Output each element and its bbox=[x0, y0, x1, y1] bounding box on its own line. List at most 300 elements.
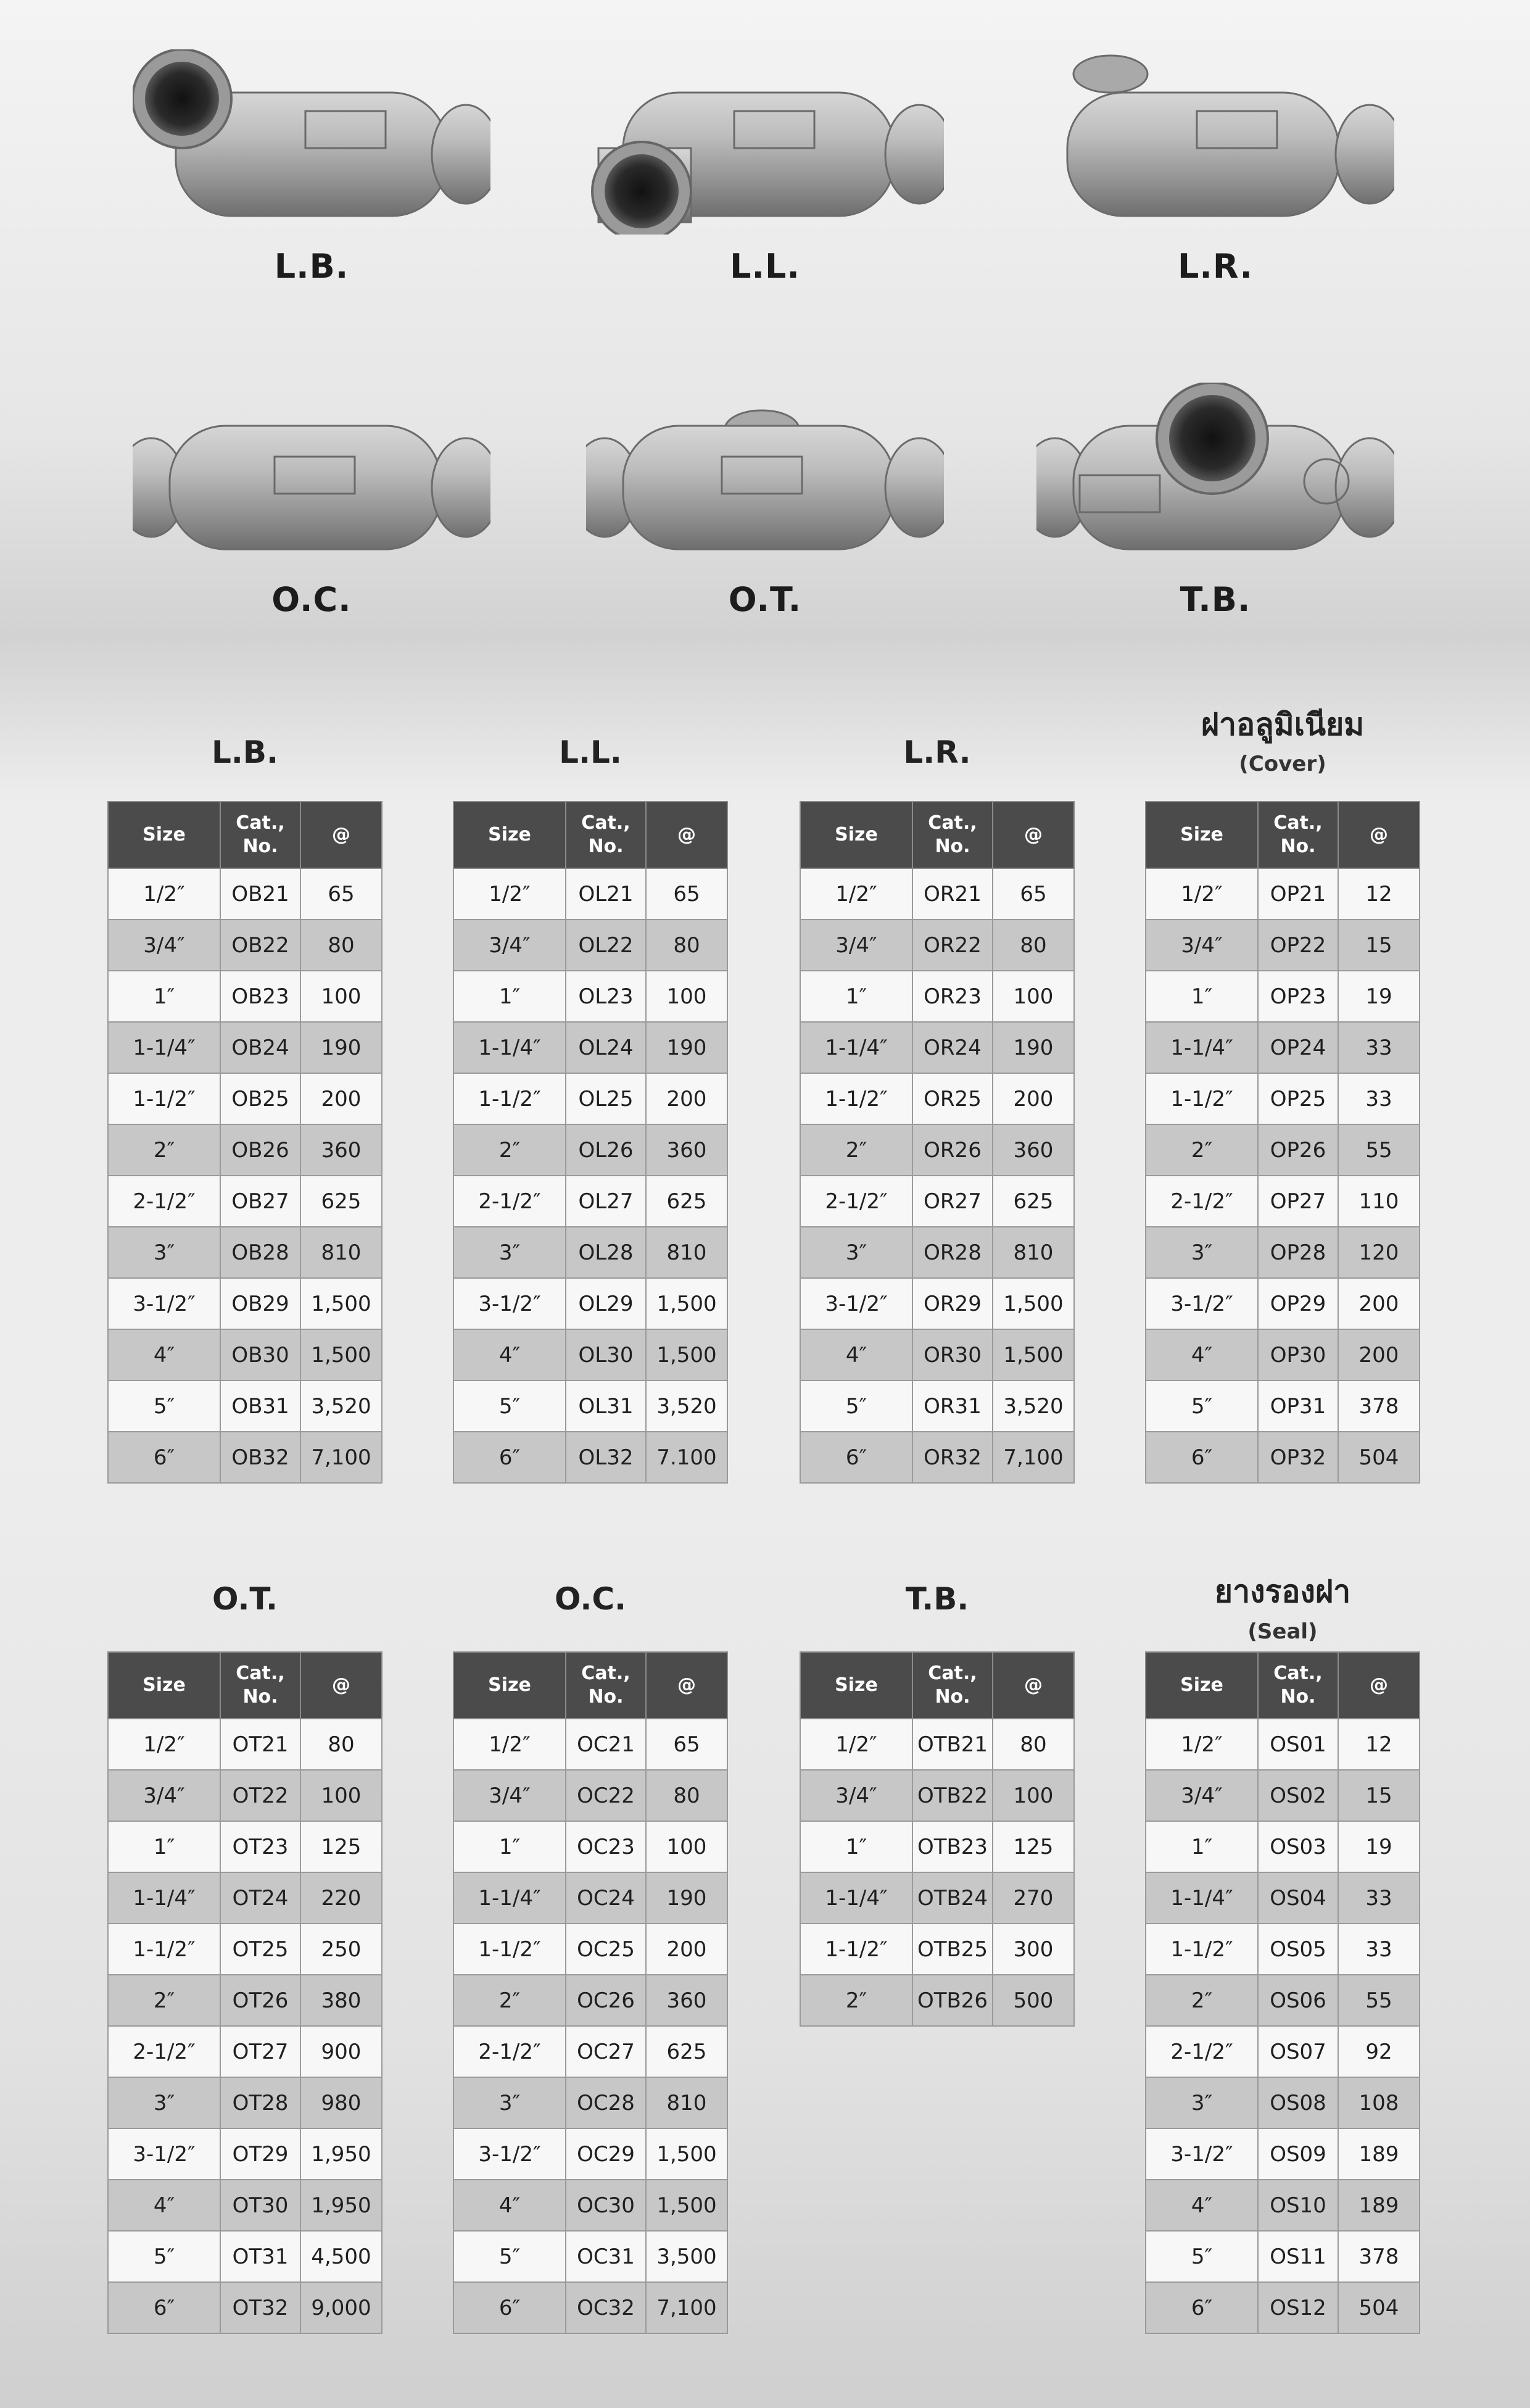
cell-cat-no: OP26 bbox=[1258, 1124, 1338, 1176]
cell-size: 4″ bbox=[1146, 2180, 1258, 2231]
cell-size: 1″ bbox=[453, 1821, 566, 1872]
table-title: T.B. bbox=[905, 1581, 969, 1617]
table-row bbox=[1146, 1022, 1420, 1073]
table-row bbox=[108, 2128, 382, 2180]
cell-price: 65 bbox=[300, 868, 382, 920]
table-row bbox=[800, 1432, 1074, 1483]
header-size: Size bbox=[108, 802, 220, 868]
cell-price: 65 bbox=[646, 868, 727, 920]
cell-size: 6″ bbox=[453, 2282, 566, 2333]
header-cat-no: Cat., No. bbox=[912, 802, 993, 868]
table-row bbox=[1146, 971, 1420, 1022]
table-row bbox=[453, 1719, 727, 1770]
cell-size: 4″ bbox=[108, 2180, 220, 2231]
cell-price: 190 bbox=[993, 1022, 1074, 1073]
table-row bbox=[108, 1872, 382, 1924]
cell-price: 360 bbox=[646, 1975, 727, 2026]
table-row bbox=[453, 1073, 727, 1124]
table-row bbox=[800, 1227, 1074, 1278]
table-row bbox=[1146, 1073, 1420, 1124]
cell-size: 5″ bbox=[453, 2231, 566, 2282]
cell-price: 625 bbox=[646, 2026, 727, 2077]
cell-price: 12 bbox=[1338, 1719, 1420, 1770]
table-row bbox=[1146, 1770, 1420, 1821]
cell-size: 1-1/4″ bbox=[800, 1022, 912, 1073]
cell-cat-no: OL28 bbox=[566, 1227, 646, 1278]
table-row bbox=[800, 1380, 1074, 1432]
table-row bbox=[453, 1380, 727, 1432]
cell-price: 100 bbox=[993, 1770, 1074, 1821]
table-row bbox=[453, 1227, 727, 1278]
cell-size: 3″ bbox=[108, 1227, 220, 1278]
cell-cat-no: OT24 bbox=[220, 1872, 300, 1924]
table-row bbox=[1146, 2231, 1420, 2282]
cell-cat-no: OS09 bbox=[1258, 2128, 1338, 2180]
cell-cat-no: OT30 bbox=[220, 2180, 300, 2231]
cell-cat-no: OC28 bbox=[566, 2077, 646, 2128]
cell-size: 1-1/4″ bbox=[1146, 1022, 1258, 1073]
header-cat-no: Cat., No. bbox=[220, 802, 300, 868]
cell-size: 2-1/2″ bbox=[453, 2026, 566, 2077]
fitting-label: L.L. bbox=[730, 247, 800, 286]
table-row bbox=[1146, 1872, 1420, 1924]
table-row bbox=[453, 971, 727, 1022]
cell-price: 4,500 bbox=[300, 2231, 382, 2282]
cell-cat-no: OT22 bbox=[220, 1770, 300, 1821]
cell-size: 1-1/4″ bbox=[108, 1872, 220, 1924]
table-row bbox=[453, 920, 727, 971]
table-row bbox=[453, 2282, 727, 2333]
cell-cat-no: OC25 bbox=[566, 1924, 646, 1975]
cell-size: 3/4″ bbox=[1146, 1770, 1258, 1821]
cell-size: 6″ bbox=[108, 2282, 220, 2333]
cell-price: 300 bbox=[993, 1924, 1074, 1975]
cell-size: 3/4″ bbox=[108, 1770, 220, 1821]
table-title: L.R. bbox=[903, 734, 971, 770]
cell-size: 6″ bbox=[800, 1432, 912, 1483]
cell-price: 100 bbox=[300, 971, 382, 1022]
cell-price: 80 bbox=[993, 1719, 1074, 1770]
table-row bbox=[453, 1924, 727, 1975]
table-row bbox=[108, 971, 382, 1022]
cell-price: 1,500 bbox=[300, 1278, 382, 1329]
cell-price: 200 bbox=[1338, 1329, 1420, 1380]
cell-price: 360 bbox=[300, 1124, 382, 1176]
cell-price: 65 bbox=[993, 868, 1074, 920]
cell-cat-no: OL32 bbox=[566, 1432, 646, 1483]
cell-cat-no: OS08 bbox=[1258, 2077, 1338, 2128]
cell-cat-no: OB22 bbox=[220, 920, 300, 971]
cell-size: 3-1/2″ bbox=[1146, 2128, 1258, 2180]
cell-size: 3/4″ bbox=[800, 920, 912, 971]
cell-size: 3-1/2″ bbox=[1146, 1278, 1258, 1329]
cell-size: 3″ bbox=[1146, 2077, 1258, 2128]
table-title: L.B. bbox=[212, 734, 278, 770]
cell-cat-no: OL23 bbox=[566, 971, 646, 1022]
table-row bbox=[453, 1329, 727, 1380]
cell-price: 1,500 bbox=[646, 1329, 727, 1380]
cell-size: 3/4″ bbox=[800, 1770, 912, 1821]
fitting-ll bbox=[586, 49, 944, 309]
cell-cat-no: OR29 bbox=[912, 1278, 993, 1329]
cell-cat-no: OP27 bbox=[1258, 1176, 1338, 1227]
table-row bbox=[108, 1380, 382, 1432]
cell-price: 33 bbox=[1338, 1022, 1420, 1073]
cell-price: 125 bbox=[300, 1821, 382, 1872]
header-price: @ bbox=[300, 802, 382, 868]
cell-cat-no: OP24 bbox=[1258, 1022, 1338, 1073]
header-cat-no: Cat., No. bbox=[566, 802, 646, 868]
fitting-tb bbox=[1036, 383, 1394, 642]
table-row bbox=[108, 1924, 382, 1975]
cell-cat-no: OB32 bbox=[220, 1432, 300, 1483]
cell-price: 190 bbox=[646, 1022, 727, 1073]
header-cat-no: Cat., No. bbox=[1258, 802, 1338, 868]
cell-cat-no: OC31 bbox=[566, 2231, 646, 2282]
table-row bbox=[1146, 1719, 1420, 1770]
header-size: Size bbox=[800, 1652, 912, 1719]
table-row bbox=[453, 2231, 727, 2282]
cell-price: 625 bbox=[300, 1176, 382, 1227]
cell-size: 1″ bbox=[453, 971, 566, 1022]
table-row bbox=[1146, 1821, 1420, 1872]
cell-size: 1/2″ bbox=[453, 868, 566, 920]
cell-cat-no: OR24 bbox=[912, 1022, 993, 1073]
cell-size: 3-1/2″ bbox=[453, 2128, 566, 2180]
cell-cat-no: OC30 bbox=[566, 2180, 646, 2231]
cell-size: 1-1/2″ bbox=[108, 1924, 220, 1975]
cell-cat-no: OP21 bbox=[1258, 868, 1338, 920]
table-row bbox=[453, 1872, 727, 1924]
header-cat-no: Cat., No. bbox=[220, 1652, 300, 1719]
cell-price: 1,950 bbox=[300, 2180, 382, 2231]
table-row bbox=[1146, 1432, 1420, 1483]
cell-size: 2″ bbox=[453, 1124, 566, 1176]
table-row bbox=[1146, 868, 1420, 920]
cell-price: 108 bbox=[1338, 2077, 1420, 2128]
table-row bbox=[453, 2077, 727, 2128]
table-row bbox=[453, 2180, 727, 2231]
fitting-label: O.T. bbox=[728, 580, 802, 619]
table-row bbox=[108, 1719, 382, 1770]
cell-size: 1-1/2″ bbox=[453, 1924, 566, 1975]
cell-price: 33 bbox=[1338, 1872, 1420, 1924]
table-row bbox=[1146, 920, 1420, 971]
cell-price: 190 bbox=[300, 1022, 382, 1073]
cell-size: 1/2″ bbox=[108, 868, 220, 920]
cell-price: 7.100 bbox=[646, 1432, 727, 1483]
cell-price: 15 bbox=[1338, 920, 1420, 971]
cell-size: 2″ bbox=[108, 1975, 220, 2026]
cell-cat-no: OP29 bbox=[1258, 1278, 1338, 1329]
cell-price: 15 bbox=[1338, 1770, 1420, 1821]
cell-size: 2″ bbox=[453, 1975, 566, 2026]
cell-price: 3,520 bbox=[993, 1380, 1074, 1432]
cell-cat-no: OL27 bbox=[566, 1176, 646, 1227]
table-row bbox=[108, 1329, 382, 1380]
cell-size: 1″ bbox=[800, 1821, 912, 1872]
cell-cat-no: OL30 bbox=[566, 1329, 646, 1380]
cell-price: 200 bbox=[1338, 1278, 1420, 1329]
cell-price: 900 bbox=[300, 2026, 382, 2077]
cell-cat-no: OP32 bbox=[1258, 1432, 1338, 1483]
table-title: ยางรองฝา bbox=[1214, 1574, 1351, 1609]
cell-cat-no: OB28 bbox=[220, 1227, 300, 1278]
cell-cat-no: OS04 bbox=[1258, 1872, 1338, 1924]
price-table bbox=[107, 1651, 382, 2334]
cell-cat-no: OB24 bbox=[220, 1022, 300, 1073]
table-row bbox=[453, 868, 727, 920]
cell-size: 2-1/2″ bbox=[1146, 1176, 1258, 1227]
table-row bbox=[108, 2026, 382, 2077]
cell-size: 2-1/2″ bbox=[108, 2026, 220, 2077]
cell-price: 80 bbox=[646, 920, 727, 971]
header-cat-no: Cat., No. bbox=[912, 1652, 993, 1719]
cell-size: 1/2″ bbox=[1146, 1719, 1258, 1770]
cell-price: 1,500 bbox=[993, 1329, 1074, 1380]
table-row bbox=[800, 920, 1074, 971]
cell-size: 5″ bbox=[108, 1380, 220, 1432]
cell-cat-no: OL26 bbox=[566, 1124, 646, 1176]
table-row bbox=[108, 2282, 382, 2333]
cell-cat-no: OTB23 bbox=[912, 1821, 993, 1872]
table-row bbox=[453, 1975, 727, 2026]
cell-size: 1-1/4″ bbox=[1146, 1872, 1258, 1924]
cell-cat-no: OB29 bbox=[220, 1278, 300, 1329]
cell-price: 80 bbox=[646, 1770, 727, 1821]
cell-price: 92 bbox=[1338, 2026, 1420, 2077]
cell-size: 1-1/2″ bbox=[453, 1073, 566, 1124]
table-row bbox=[800, 1924, 1074, 1975]
cell-price: 200 bbox=[646, 1924, 727, 1975]
cell-size: 5″ bbox=[108, 2231, 220, 2282]
cell-cat-no: OS12 bbox=[1258, 2282, 1338, 2333]
cell-price: 380 bbox=[300, 1975, 382, 2026]
cell-cat-no: OB27 bbox=[220, 1176, 300, 1227]
cell-cat-no: OL21 bbox=[566, 868, 646, 920]
cell-size: 3″ bbox=[1146, 1227, 1258, 1278]
cell-cat-no: OT29 bbox=[220, 2128, 300, 2180]
cell-cat-no: OC22 bbox=[566, 1770, 646, 1821]
table-title: L.L. bbox=[559, 734, 622, 770]
header-size: Size bbox=[1146, 802, 1258, 868]
cell-cat-no: OL25 bbox=[566, 1073, 646, 1124]
cell-cat-no: OP30 bbox=[1258, 1329, 1338, 1380]
cell-cat-no: OB25 bbox=[220, 1073, 300, 1124]
cell-cat-no: OS03 bbox=[1258, 1821, 1338, 1872]
table-row bbox=[453, 1770, 727, 1821]
cell-cat-no: OS10 bbox=[1258, 2180, 1338, 2231]
cell-price: 378 bbox=[1338, 2231, 1420, 2282]
fitting-lb bbox=[133, 49, 490, 309]
header-size: Size bbox=[1146, 1652, 1258, 1719]
cell-size: 3″ bbox=[453, 2077, 566, 2128]
cell-price: 504 bbox=[1338, 2282, 1420, 2333]
table-row bbox=[1146, 2128, 1420, 2180]
cell-price: 125 bbox=[993, 1821, 1074, 1872]
cell-size: 6″ bbox=[108, 1432, 220, 1483]
table-title: O.T. bbox=[212, 1581, 278, 1617]
cell-size: 1/2″ bbox=[800, 868, 912, 920]
table-row bbox=[108, 1432, 382, 1483]
cell-size: 5″ bbox=[1146, 1380, 1258, 1432]
cell-price: 1,500 bbox=[646, 2180, 727, 2231]
table-row bbox=[800, 1872, 1074, 1924]
cell-size: 2-1/2″ bbox=[108, 1176, 220, 1227]
table-row bbox=[1146, 1227, 1420, 1278]
cell-cat-no: OB26 bbox=[220, 1124, 300, 1176]
cell-price: 200 bbox=[300, 1073, 382, 1124]
cell-size: 3/4″ bbox=[453, 1770, 566, 1821]
cell-cat-no: OS01 bbox=[1258, 1719, 1338, 1770]
table-row bbox=[800, 1022, 1074, 1073]
cell-cat-no: OR25 bbox=[912, 1073, 993, 1124]
cell-price: 12 bbox=[1338, 868, 1420, 920]
cell-cat-no: OR32 bbox=[912, 1432, 993, 1483]
table-row bbox=[453, 1278, 727, 1329]
cell-price: 3,520 bbox=[646, 1380, 727, 1432]
cell-price: 100 bbox=[646, 1821, 727, 1872]
cell-price: 1,500 bbox=[646, 2128, 727, 2180]
cell-size: 3-1/2″ bbox=[800, 1278, 912, 1329]
cell-size: 4″ bbox=[1146, 1329, 1258, 1380]
cell-cat-no: OC32 bbox=[566, 2282, 646, 2333]
cell-cat-no: OP31 bbox=[1258, 1380, 1338, 1432]
cell-price: 1,950 bbox=[300, 2128, 382, 2180]
cell-cat-no: OTB24 bbox=[912, 1872, 993, 1924]
cell-size: 2″ bbox=[800, 1975, 912, 2026]
cell-price: 810 bbox=[646, 1227, 727, 1278]
cell-price: 100 bbox=[300, 1770, 382, 1821]
cell-size: 1-1/2″ bbox=[1146, 1924, 1258, 1975]
cell-size: 3″ bbox=[800, 1227, 912, 1278]
cell-cat-no: OTB21 bbox=[912, 1719, 993, 1770]
fitting-lr bbox=[1036, 49, 1394, 309]
cell-cat-no: OP22 bbox=[1258, 920, 1338, 971]
cell-cat-no: OS02 bbox=[1258, 1770, 1338, 1821]
cell-size: 6″ bbox=[1146, 2282, 1258, 2333]
cell-size: 1″ bbox=[108, 1821, 220, 1872]
price-table bbox=[107, 801, 382, 1484]
cell-price: 250 bbox=[300, 1924, 382, 1975]
cell-price: 190 bbox=[646, 1872, 727, 1924]
cell-size: 1/2″ bbox=[453, 1719, 566, 1770]
price-table bbox=[453, 801, 728, 1484]
table-row bbox=[1146, 1278, 1420, 1329]
table-row bbox=[800, 868, 1074, 920]
header-price: @ bbox=[993, 802, 1074, 868]
table-title: O.C. bbox=[554, 1581, 627, 1617]
fitting-label: T.B. bbox=[1180, 580, 1251, 619]
table-row bbox=[800, 1975, 1074, 2026]
cell-cat-no: OTB25 bbox=[912, 1924, 993, 1975]
table-row bbox=[800, 1278, 1074, 1329]
cell-price: 80 bbox=[300, 1719, 382, 1770]
cell-price: 120 bbox=[1338, 1227, 1420, 1278]
table-row bbox=[453, 1432, 727, 1483]
cell-price: 19 bbox=[1338, 971, 1420, 1022]
cell-price: 7,100 bbox=[993, 1432, 1074, 1483]
table-row bbox=[108, 1227, 382, 1278]
cell-size: 3/4″ bbox=[1146, 920, 1258, 971]
header-price: @ bbox=[646, 1652, 727, 1719]
cell-cat-no: OS06 bbox=[1258, 1975, 1338, 2026]
price-table bbox=[800, 801, 1075, 1484]
table-row bbox=[108, 1821, 382, 1872]
cell-price: 33 bbox=[1338, 1073, 1420, 1124]
table-subtitle: (Seal) bbox=[1247, 1619, 1318, 1644]
price-table bbox=[1145, 801, 1420, 1484]
cell-size: 1″ bbox=[800, 971, 912, 1022]
cell-price: 1,500 bbox=[993, 1278, 1074, 1329]
cell-cat-no: OT28 bbox=[220, 2077, 300, 2128]
cell-price: 378 bbox=[1338, 1380, 1420, 1432]
cell-cat-no: OT26 bbox=[220, 1975, 300, 2026]
cell-price: 1,500 bbox=[646, 1278, 727, 1329]
cell-price: 65 bbox=[646, 1719, 727, 1770]
cell-size: 5″ bbox=[800, 1380, 912, 1432]
table-row bbox=[800, 1821, 1074, 1872]
cell-cat-no: OC21 bbox=[566, 1719, 646, 1770]
cell-size: 2″ bbox=[800, 1124, 912, 1176]
cell-price: 200 bbox=[993, 1073, 1074, 1124]
cell-cat-no: OC27 bbox=[566, 2026, 646, 2077]
cell-size: 1-1/4″ bbox=[453, 1022, 566, 1073]
cell-size: 4″ bbox=[108, 1329, 220, 1380]
cell-cat-no: OL29 bbox=[566, 1278, 646, 1329]
cell-price: 7,100 bbox=[646, 2282, 727, 2333]
cell-size: 1-1/4″ bbox=[108, 1022, 220, 1073]
cell-cat-no: OC29 bbox=[566, 2128, 646, 2180]
table-subtitle: (Cover) bbox=[1239, 752, 1326, 776]
header-size: Size bbox=[453, 1652, 566, 1719]
cell-size: 2″ bbox=[108, 1124, 220, 1176]
cell-cat-no: OL31 bbox=[566, 1380, 646, 1432]
cell-cat-no: OR30 bbox=[912, 1329, 993, 1380]
cell-size: 1″ bbox=[1146, 971, 1258, 1022]
cell-size: 1-1/4″ bbox=[800, 1872, 912, 1924]
table-row bbox=[1146, 2077, 1420, 2128]
cell-size: 6″ bbox=[453, 1432, 566, 1483]
header-price: @ bbox=[993, 1652, 1074, 1719]
cell-price: 100 bbox=[646, 971, 727, 1022]
price-table bbox=[800, 1651, 1075, 2027]
table-row bbox=[800, 1329, 1074, 1380]
table-row bbox=[800, 1124, 1074, 1176]
table-row bbox=[453, 1176, 727, 1227]
table-row bbox=[1146, 2026, 1420, 2077]
cell-price: 189 bbox=[1338, 2180, 1420, 2231]
table-row bbox=[800, 1719, 1074, 1770]
header-size: Size bbox=[108, 1652, 220, 1719]
cell-size: 6″ bbox=[1146, 1432, 1258, 1483]
price-table bbox=[453, 1651, 728, 2334]
table-row bbox=[108, 920, 382, 971]
table-row bbox=[108, 2231, 382, 2282]
table-row bbox=[1146, 2180, 1420, 2231]
cell-cat-no: OC23 bbox=[566, 1821, 646, 1872]
cell-cat-no: OS05 bbox=[1258, 1924, 1338, 1975]
cell-size: 3″ bbox=[108, 2077, 220, 2128]
cell-cat-no: OP23 bbox=[1258, 971, 1338, 1022]
table-row bbox=[108, 1022, 382, 1073]
table-row bbox=[453, 2128, 727, 2180]
cell-cat-no: OB31 bbox=[220, 1380, 300, 1432]
table-row bbox=[1146, 1124, 1420, 1176]
cell-price: 360 bbox=[646, 1124, 727, 1176]
cell-cat-no: OL24 bbox=[566, 1022, 646, 1073]
header-cat-no: Cat., No. bbox=[566, 1652, 646, 1719]
